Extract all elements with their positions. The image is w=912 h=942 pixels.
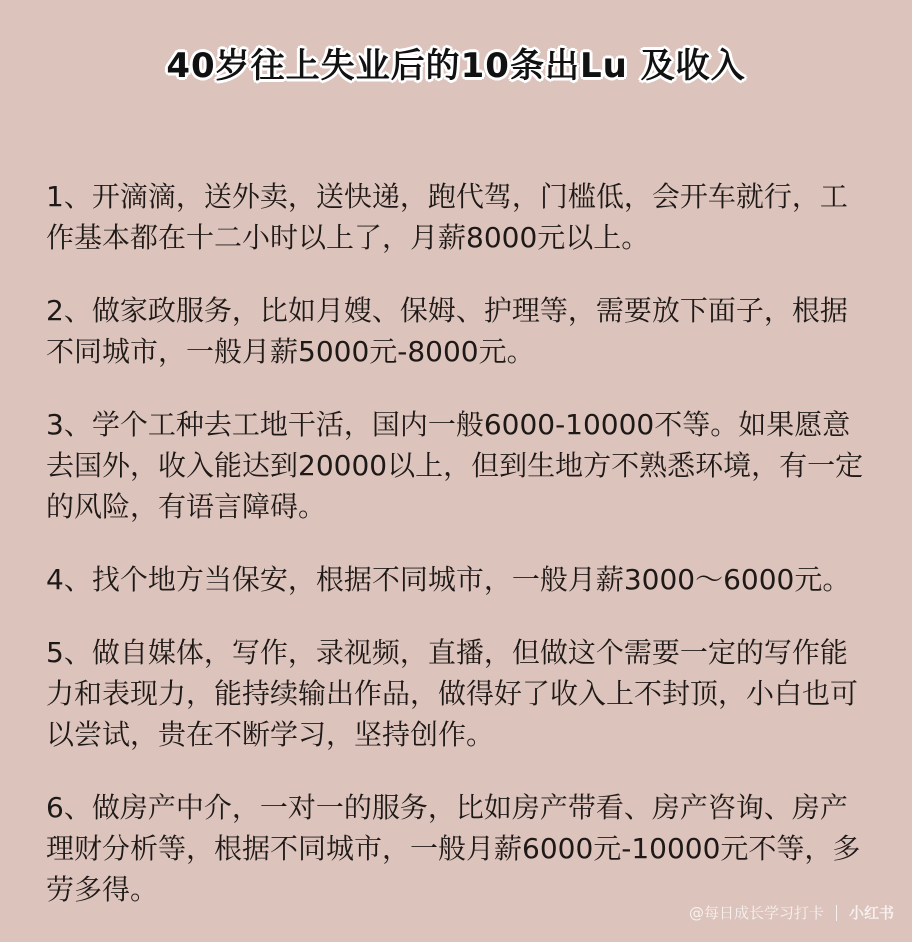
list-item-5: 5、做自媒体，写作，录视频，直播，但做这个需要一定的写作能力和表现力，能持续输出作品，做得好了收入上不封顶，小白也可以尝试，贵在不断学习，坚持创作。 xyxy=(46,636,859,751)
watermark-brand-logo: 小红书 xyxy=(848,904,894,922)
page-title: 40岁往上失业后的10条出Lu 及收入 xyxy=(166,46,746,86)
watermark-account: @每日成长学习打卡 xyxy=(688,904,824,922)
job-list xyxy=(46,176,872,942)
watermark-divider xyxy=(836,905,837,921)
list-item-2: 2、做家政服务，比如月嫂、保姆、护理等，需要放下面子，根据不同城市，一般月薪5000元-8000元。 xyxy=(46,294,848,368)
list-item-1: 1、开滴滴，送外卖，送快递，跑代驾，门槛低，会开车就行，工作基本都在十二小时以上了，月薪8000元以上。 xyxy=(46,180,848,254)
list-item-4: 4、找个地方当保安，根据不同城市，一般月薪3000～6000元。 xyxy=(46,563,851,596)
list-item-3: 3、学个工种去工地干活，国内一般6000-10000不等。如果愿意去国外，收入能达到20000以上，但到生地方不熟悉环境，有一定的风险，有语言障碍。 xyxy=(46,408,864,523)
watermark xyxy=(689,902,894,923)
list-item-6: 6、做房产中介，一对一的服务，比如房产带看、房产咨询、房产理财分析等，根据不同城市，一般月薪6000元-10000元不等，多劳多得。 xyxy=(46,791,861,906)
